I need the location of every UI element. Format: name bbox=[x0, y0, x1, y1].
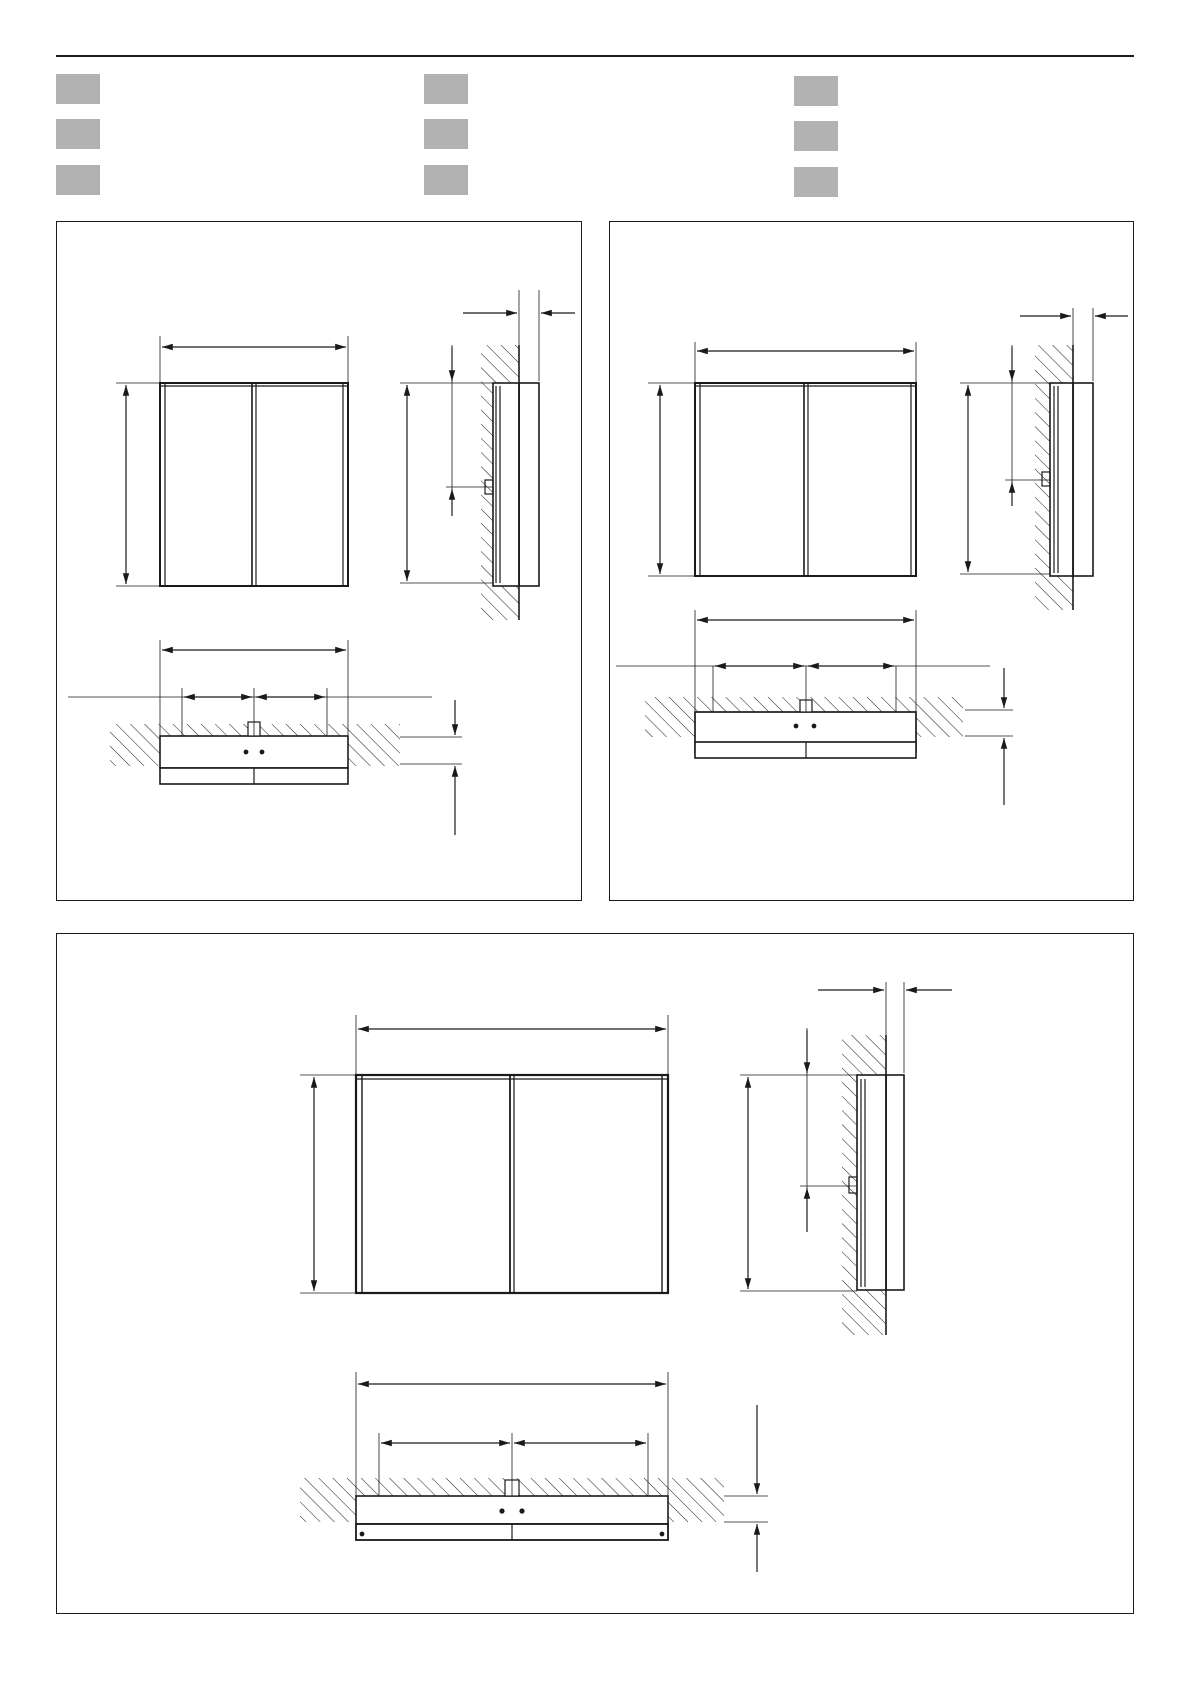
p1-front-view bbox=[116, 336, 348, 586]
p2-front-view bbox=[648, 342, 916, 576]
p3-front-view bbox=[300, 1015, 668, 1293]
p2-top-view bbox=[616, 610, 1013, 805]
p3-top-view bbox=[300, 1372, 768, 1572]
p2-side-view bbox=[960, 308, 1128, 610]
p1-top-view bbox=[68, 640, 462, 835]
p1-side-view bbox=[400, 290, 575, 620]
p3-side-view bbox=[740, 982, 952, 1335]
